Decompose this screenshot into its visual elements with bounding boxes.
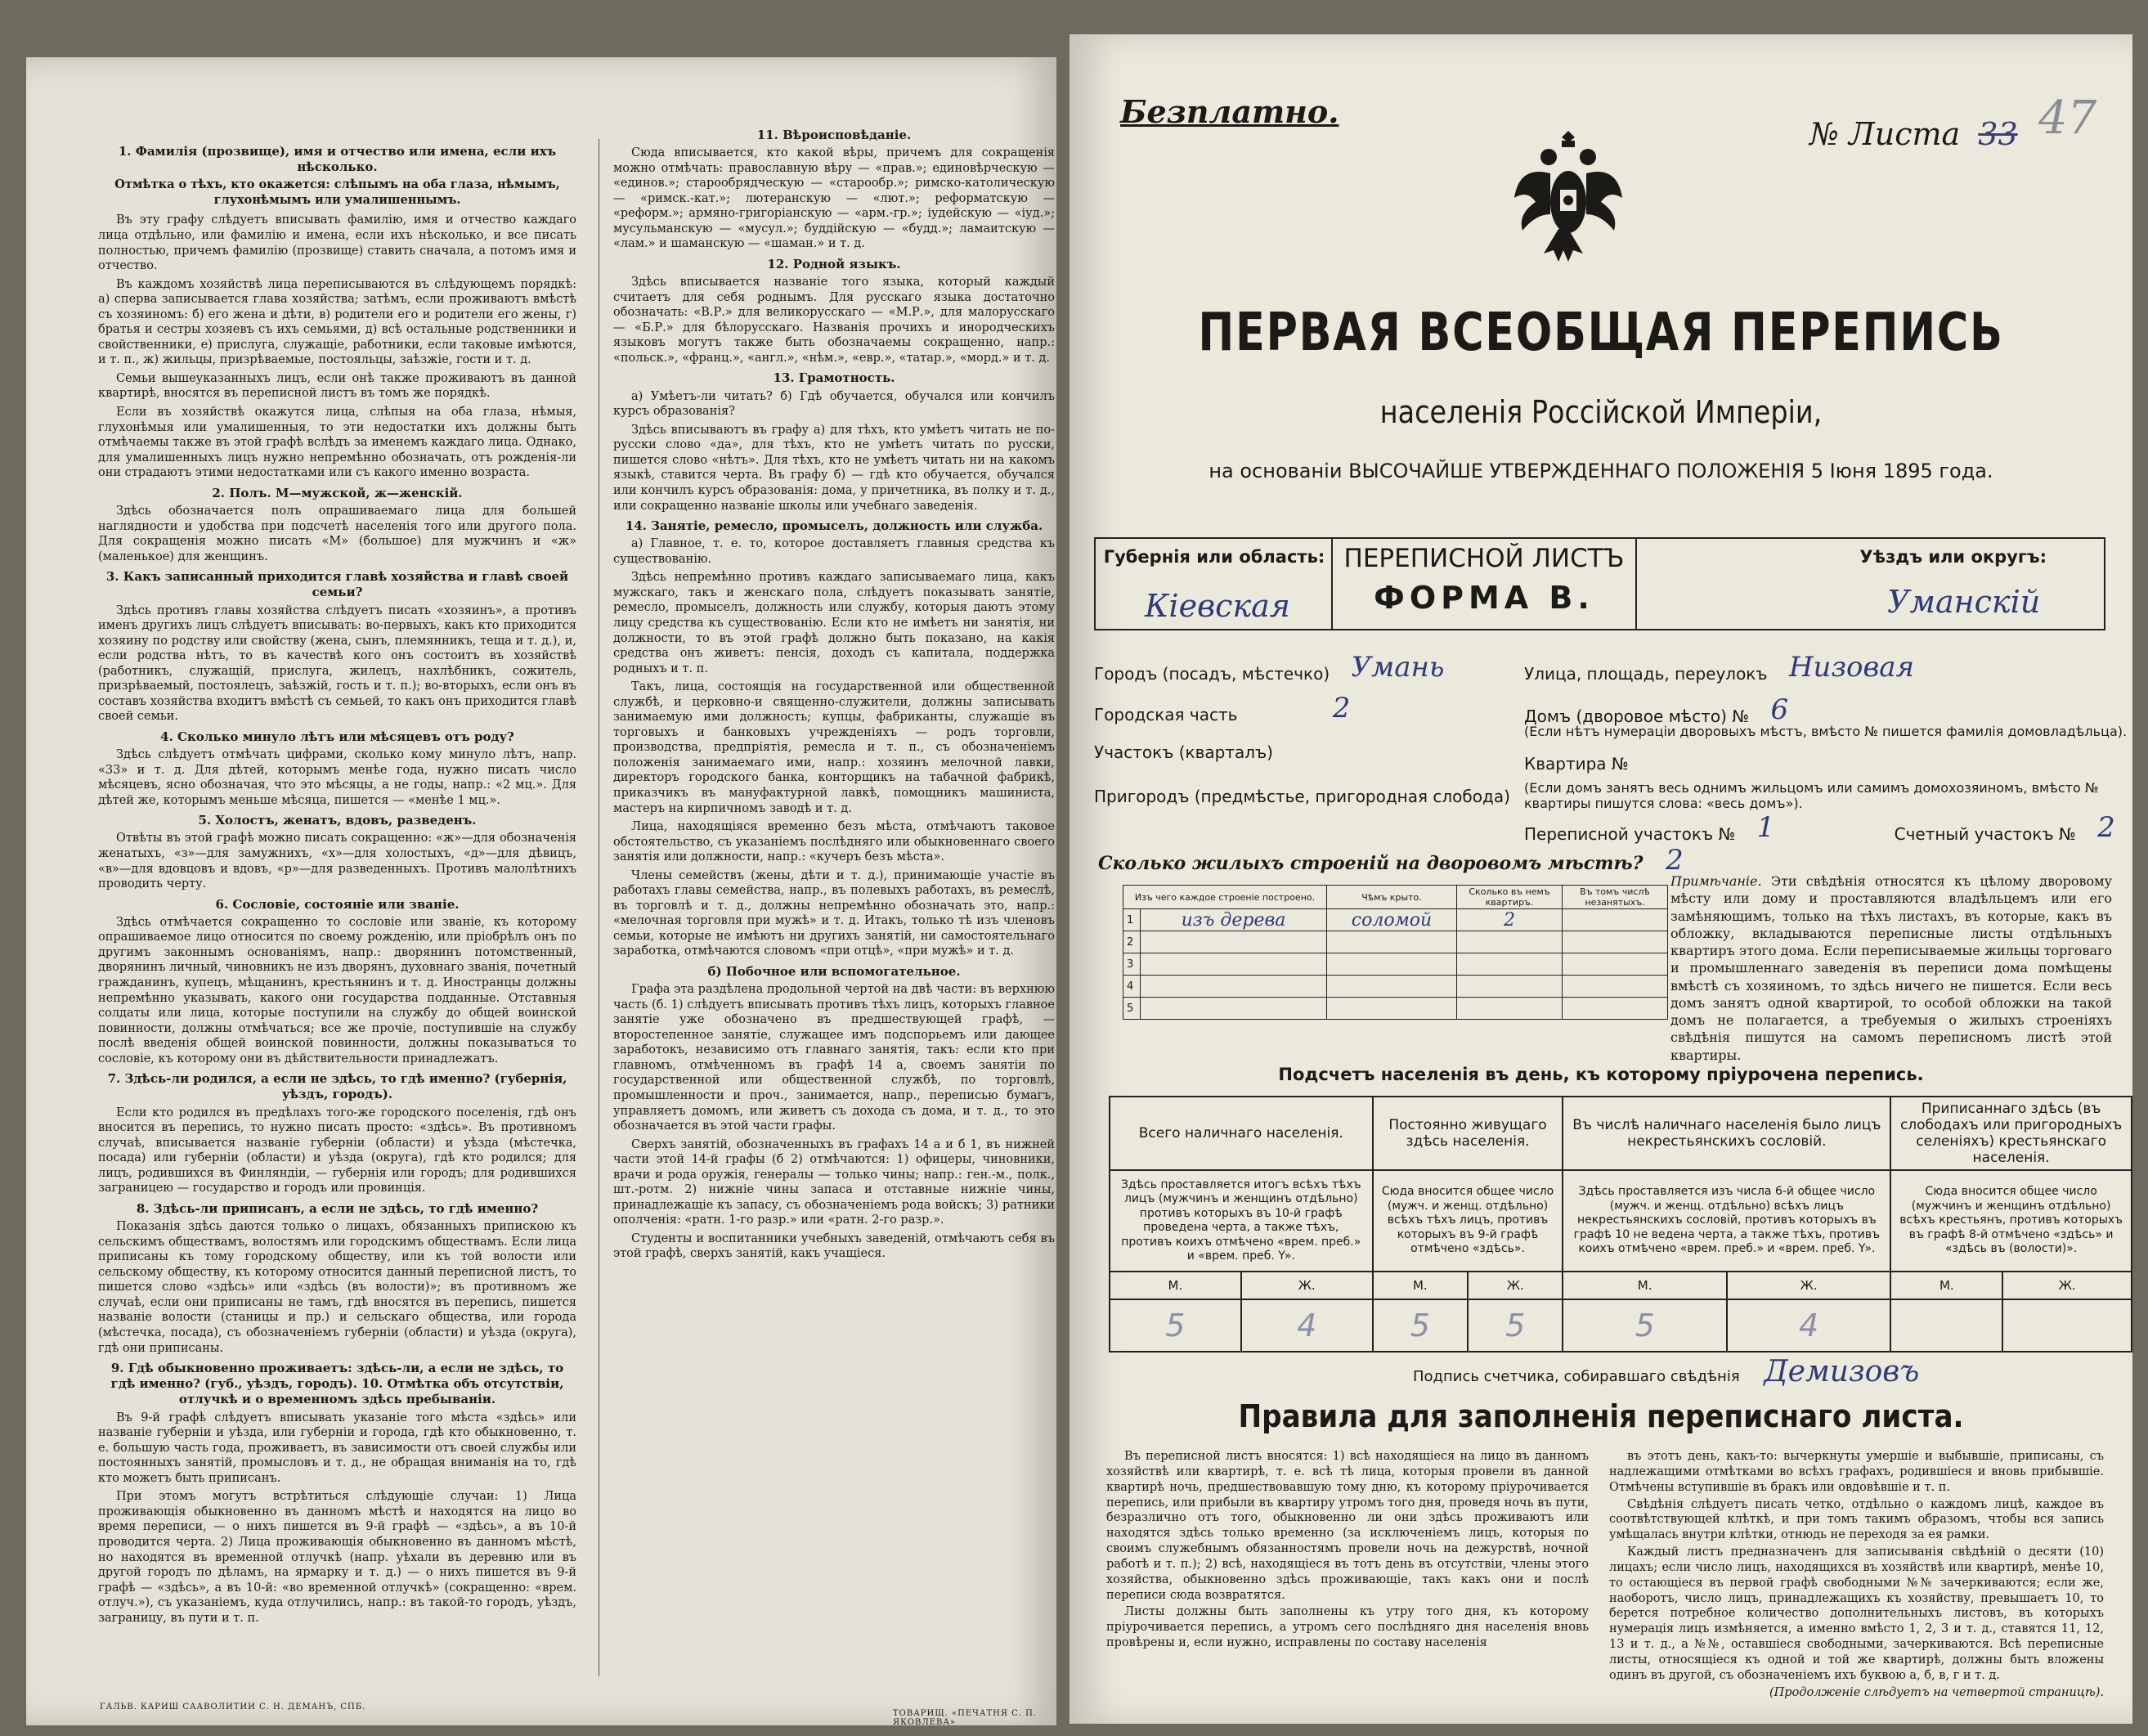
instruction-paragraph: Если кто родился въ предѣлахъ того-же городского поселенія, гдѣ онъ вносится въ перепись, то нужно писать просто: «здѣсь». Въ противномъ случаѣ, вписывается названіе губерніи (области) и уѣзда (мѣстечка, посада) или губерніи (области) и уѣзда (округа), гдѣ кто родился; для лицъ, родившихся въ Финляндіи, — губернія или городъ; для родившихся заграницею — государство и городъ или провинція. bbox=[98, 1106, 576, 1195]
male-column-label: М. bbox=[1373, 1272, 1468, 1299]
sheet-number-value: 33 bbox=[1978, 116, 2018, 152]
building-material bbox=[1141, 998, 1327, 1020]
continued-note: (Продолженіе слѣдуетъ на четвертой страницѣ). bbox=[1769, 1685, 2104, 1699]
instruction-paragraph: Здѣсь противъ главы хозяйства слѣдуетъ писать «хозяинъ», а противъ именъ другихъ лицъ слѣдуетъ вписывать: во-первыхъ, какъ кто приходится хозяину по родству или свойству (жена, сынъ, племянникъ, теща и т. д.), и, если родства нѣтъ, то въ качествѣ кого онъ состоитъ въ хозяйствѣ (работникъ, служащій, прислуга, жилецъ, нахлѣбникъ, сожитель, призрѣваемый, постоялецъ, заѣзжій, гость и т. п.); во-вторыхъ, если онъ въ составъ хозяйства входитъ вмѣстѣ съ семьей, то какъ онъ приходится главѣ своей семьи. bbox=[98, 603, 576, 724]
apartment-label: Квартира № bbox=[1524, 754, 1629, 774]
instruction-paragraph: Въ 9-й графѣ слѣдуетъ вписывать указаніе того мѣста «здѣсь» или названіе губерніи и уѣзда, или губерніи и города, гдѣ кто обыкновенно, т. е. большую часть года, проживаетъ, въ зависимости отъ своей службы или постоянныхъ занятій, промысловъ и т. д., не обращая вниманія на то, гдѣ кто можетъ быть приписанъ. bbox=[98, 1411, 576, 1485]
building-vacant bbox=[1563, 909, 1668, 931]
section-heading: 7. Здѣсь-ли родился, а если не здѣсь, то гдѣ именно? (губернія, уѣздъ, городъ). bbox=[107, 1071, 567, 1102]
section-heading: 14. Занятіе, ремесло, промыселъ, должность или служба. bbox=[625, 518, 1043, 534]
street-label: Улица, площадь, переулокъ bbox=[1524, 664, 1768, 684]
buildings-answer: 2 bbox=[1666, 844, 1684, 877]
pencil-mark: 47 bbox=[2038, 92, 2097, 145]
counting-district-value: 2 bbox=[2097, 811, 2115, 844]
buildings-question bbox=[1098, 844, 1684, 877]
female-column-label: Ж. bbox=[1241, 1272, 1373, 1299]
count-desc-total: Здѣсь проставляется итогъ всѣхъ тѣхъ лицъ (мужчинъ и женщинъ отдѣльно) противъ которыхъ въ 10-й графѣ проведена черта, а также тѣхъ, противъ коихъ отмѣчено «врем. преб.» и «врем. преб. Y». bbox=[1110, 1170, 1373, 1272]
instruction-paragraph: Здѣсь непремѣнно противъ каждаго записываемаго лица, какъ мужскаго, такъ и женскаго пола, слѣдуетъ показывать занятіе, ремесло, промыселъ, должность или службу, которыя даютъ этому лицу средства къ существованію. Если кто не имѣетъ ни занятія, ни должности, то въ этой графѣ должно быть показано, на какія средства онъ живетъ: пенсія, доходъ съ капитала, поддержка родныхъ и т. п. bbox=[613, 571, 1055, 675]
building-row bbox=[1123, 931, 1668, 953]
printer-imprint-right: ТОВАРИЩ. «ПЕЧАТНЯ С. П. ЯКОВЛЕВА» bbox=[893, 1709, 1038, 1725]
city-value: Умань bbox=[1351, 651, 1445, 684]
building-vacant bbox=[1563, 953, 1668, 976]
buildings-note-text: Эти свѣдѣнія относятся къ цѣлому дворовому мѣсту или дому и проставляются владѣльцемъ или его замѣняющимъ, только на тѣхъ листахъ, въ которые, какъ въ обложку, вкладываются переписные листы отдѣльныхъ квартиръ этого дома. Если переписываемые жильцы торговаго и промышленнаго заведенія въ переписи дома помѣщены вмѣстѣ съ хозяиномъ, то здѣсь ничего не пишется. Если весь домъ занятъ одной квартирой, то особой обложки на такой домъ не полагается, а требуемыя о жилыхъ строеніяхъ свѣдѣнія пишутся на самомъ переписномъ листѣ этой квартиры. bbox=[1670, 873, 2112, 1063]
instruction-paragraph: Здѣсь вписываютъ въ графу а) для тѣхъ, кто умѣетъ читать не по-русски слово «да», для тѣхъ, кто не умѣетъ читать по русски, пишется слово «нѣтъ». Для тѣхъ, кто не умѣетъ читать ни на какомъ языкѣ, ставится черта. Въ графу б) — гдѣ кто обучается, обучался или кончилъ курсъ образованія: дома, у причетника, въ полку и т. д., или сокращенно названіе школы или учебнаго заведенія. bbox=[613, 423, 1055, 513]
apartment-note: (Если домъ занятъ весь однимъ жильцомъ или самимъ домохозяиномъ, вмѣсто № квартиры пишутся слова: «весь домъ»). bbox=[1524, 780, 2099, 811]
building-apartments bbox=[1457, 976, 1563, 998]
city-part-value: 2 bbox=[1332, 692, 1351, 724]
instructions-column-2 bbox=[613, 123, 1055, 1701]
building-row bbox=[1123, 953, 1668, 976]
rules-paragraph: Каждый листъ предназначенъ для записыванія свѣдѣній о десяти (10) лицахъ; если число лицъ, находящихся въ хозяйствѣ или квартирѣ, менѣе 10, то остающіеся въ первой графѣ свободными №№ зачеркиваются; если же, наоборотъ, число лицъ, принадлежащихъ къ хозяйству, превышаетъ 10, то берется потребное количество дополнительныхъ листовъ, въ которыхъ нумерація лицъ измѣняется, а именно вмѣсто 1, 2, 3 и т. д., ставятся 11, 12, 13 и т. д., а №№, оставшіеся свободными, зачеркиваются. Всѣ переписные листы, относящіеся къ одной и той же квартирѣ, должны быть вложены одинъ въ другой, съ обозначеніемъ ихъ буквою а, б, в, г и т. д. bbox=[1609, 1545, 2104, 1682]
instruction-paragraph: а) Умѣетъ-ли читать? б) Гдѣ обучается, обучался или кончилъ курсъ образованія? bbox=[613, 389, 1055, 419]
male-column-label: М. bbox=[1563, 1272, 1726, 1299]
count-desc-permanent: Сюда вносится общее число (мужч. и женщ. отдѣльно) всѣхъ тѣхъ лицъ, противъ которыхъ въ 9-й графѣ отмѣчено «здѣсь». bbox=[1373, 1170, 1563, 1272]
population-count-table bbox=[1109, 1096, 2132, 1352]
buildings-col-roof: Чѣмъ крыто. bbox=[1327, 886, 1457, 909]
instruction-paragraph: Семьи вышеуказанныхъ лицъ, если онѣ также проживаютъ въ данной квартирѣ, вносятся въ переписной листъ въ томъ же порядкѣ. bbox=[98, 371, 576, 401]
building-row-number: 3 bbox=[1123, 953, 1141, 976]
instruction-paragraph: Здѣсь слѣдуетъ отмѣчать цифрами, сколько кому минуло лѣтъ, напр. «33» и т. д. Для дѣтей, которымъ менѣе года, нужно писать число мѣсяцевъ, ясно обозначая, что это мѣсяцы, а не годы, напр.: «2 мц.». Для дѣтей же, которымъ меньше мѣсяца, пишется — «менѣе 1 мц.». bbox=[98, 748, 576, 807]
right-page-census-form bbox=[1070, 34, 2132, 1724]
section-heading: 1. Фамилія (прозвище), имя и отчество или имена, если ихъ нѣсколько. bbox=[118, 144, 557, 175]
city-label: Городъ (посадъ, мѣстечко) bbox=[1094, 664, 1330, 684]
building-row-number: 5 bbox=[1123, 998, 1141, 1020]
district-label: Участокъ (кварталъ) bbox=[1094, 742, 1273, 762]
building-material bbox=[1141, 953, 1327, 976]
census-subtitle: населенія Россійской Имперіи, bbox=[1379, 394, 1823, 430]
buildings-note bbox=[1670, 872, 2112, 1064]
female-column-label: Ж. bbox=[1468, 1272, 1563, 1299]
building-row bbox=[1123, 998, 1668, 1020]
street-value: Низовая bbox=[1788, 651, 1915, 684]
building-apartments: 2 bbox=[1457, 909, 1563, 931]
census-legal-basis: на основаніи ВЫСОЧАЙШЕ УТВЕРЖДЕННАГО ПОЛОЖЕНІЯ 5 Іюня 1895 года. bbox=[1209, 460, 1993, 482]
house-value: 6 bbox=[1770, 693, 1789, 726]
building-row-number: 2 bbox=[1123, 931, 1141, 953]
building-roof: соломой bbox=[1327, 909, 1457, 931]
rules-paragraph: Въ переписной листъ вносятся: 1) всѣ находящіеся на лицо въ данномъ хозяйствѣ или квартирѣ, т. е. всѣ тѣ лица, которыя провели въ данной квартирѣ ночь, предшествовавшую тому дню, къ которому пріурочивается перепись, или прибыли въ квартиру утромъ того дня, проведя ночь въ пути, безразлично отъ того, обыкновенно ли они здѣсь проживаютъ или находятся здѣсь только временно (за исключеніемъ лицъ, которыя по своимъ служебнымъ обязанностямъ провели ночь на дежурствѣ, ночной работѣ и т. п.); 2) всѣ, находящіеся въ тотъ день въ отсутствіи, члены этого хозяйства, обыкновенно здѣсь проживающіе, такъ какъ они и послѣ переписи сюда возвратятся. bbox=[1106, 1450, 1589, 1602]
suburb-label: Пригородъ (предмѣстье, пригородная слобода) bbox=[1094, 787, 1510, 806]
section-heading: 3. Какъ записанный приходится главѣ хозяйства и главѣ своей семьи? bbox=[105, 569, 569, 600]
building-apartments bbox=[1457, 931, 1563, 953]
count-head-non-peasant: Въ числѣ наличнаго населенія было лицъ некрестьянскихъ сословій. bbox=[1563, 1097, 1890, 1170]
count-value: 4 bbox=[1241, 1299, 1373, 1352]
count-desc-peasant: Сюда вносится общее число (мужчинъ и женщинъ отдѣльно) всѣхъ крестьянъ, противъ которыхъ въ графѣ 8-й отмѣчено «здѣсь» и «здѣсь въ (волости)». bbox=[1890, 1170, 2132, 1272]
building-vacant bbox=[1563, 976, 1668, 998]
section-heading: 8. Здѣсь-ли приписанъ, а если не здѣсь, то гдѣ именно? bbox=[136, 1200, 539, 1216]
building-row bbox=[1123, 976, 1668, 998]
count-value: 5 bbox=[1373, 1299, 1468, 1352]
female-column-label: Ж. bbox=[1727, 1272, 1890, 1299]
instruction-paragraph: Показанія здѣсь даются только о лицахъ, обязанныхъ припискою къ сельскимъ обществамъ, волостямъ или городскимъ обществамъ. Если лица приписаны къ тому городскому обществу, или къ той волости или сельскому обществу, къ которому относится данный переписной листъ, то пишется слово «здѣсь» или «здѣсь (въ волости)»; въ противномъ же случаѣ, если они приписаны не тамъ, гдѣ вносятся въ перепись, пишется названіе волости (станицы и пр.) и сельскаго общества, или города (мѣстечка, посада), съ обозначеніемъ губерніи (области) и уѣзда (округа), гдѣ они приписаны. bbox=[98, 1220, 576, 1355]
section-heading: 13. Грамотность. bbox=[773, 370, 895, 386]
instruction-paragraph: Здѣсь вписывается названіе того языка, который каждый считаетъ для себя роднымъ. Для русскаго языка достаточно обозначать: «В.Р.» для великорусскаго — «М.Р.», для малорусскаго — «Б.Р.» для бѣлорусскаго. Названія прочихъ и инородческихъ языковъ могутъ также быть обозначаемы сокращенно, напр.: «польск.», «франц.», «англ.», «нѣм.», «евр.», «татар.», «морд.» и т. д. bbox=[613, 276, 1055, 365]
rules-column-1 bbox=[1106, 1449, 1589, 1711]
house-label: Домъ (дворовое мѣсто) № bbox=[1524, 707, 1750, 726]
section-heading: 4. Сколько минуло лѣтъ или мѣсяцевъ отъ роду? bbox=[160, 729, 514, 744]
sheet-number-label: № Листа bbox=[1809, 116, 1961, 152]
buildings-col-vacant: Въ томъ числѣ незанятыхъ. bbox=[1563, 886, 1668, 909]
census-district-label: Переписной участокъ № bbox=[1524, 824, 1736, 844]
building-apartments bbox=[1457, 998, 1563, 1020]
census-district-field bbox=[1524, 811, 2115, 847]
form-title-box bbox=[1331, 537, 1637, 630]
county-label: Уѣздъ или округъ: bbox=[1859, 547, 2047, 567]
building-material bbox=[1141, 976, 1327, 998]
building-roof bbox=[1327, 998, 1457, 1020]
instructions-column-1 bbox=[98, 139, 576, 1693]
building-vacant bbox=[1563, 931, 1668, 953]
left-page-instructions bbox=[26, 57, 1056, 1725]
male-column-label: М. bbox=[1890, 1272, 2002, 1299]
instruction-paragraph: Сюда вписывается, кто какой вѣры, причемъ для сокращенія можно отмѣчать: православную вѣру — «прав.»; единовѣрческую — «единов.»; старообрядческую — «старообр.»; римско-католическую — «римск.-кат.»; лютеранскую — «лют.»; реформатскую — «реформ.»; армяно-григоріанскую — «арм.-гр.»; іудейскую — «іуд.»; мусульманскую — «мусул.»; буддійскую — «будд.»; ламаитскую — «лам.» и шаманскую — «шаман.» и т. д. bbox=[613, 146, 1055, 251]
census-district-value: 1 bbox=[1756, 811, 1775, 844]
instruction-paragraph: а) Главное, т. е. то, которое доставляетъ главныя средства къ существованію. bbox=[613, 537, 1055, 566]
section-heading: 12. Родной языкъ. bbox=[767, 257, 901, 272]
section-heading: 11. Вѣроисповѣданіе. bbox=[756, 128, 912, 142]
free-label: Безплатно. bbox=[1120, 93, 1339, 130]
instruction-paragraph: Если въ хозяйствѣ окажутся лица, слѣпыя на оба глаза, нѣмыя, глухонѣмыя или умалишенныя, то эти недостатки ихъ должны быть отмѣчаемы также въ этой графѣ вслѣдъ за именемъ каждаго лица. Однако, для умалишенныхъ лицъ нужно непремѣнно обозначать, отъ рожденія-ли они страдаютъ этими недостатками или съ какого именно возраста. bbox=[98, 406, 576, 480]
count-head-total: Всего наличнаго населенія. bbox=[1110, 1097, 1373, 1170]
count-value bbox=[1890, 1299, 2002, 1352]
city-part-label: Городская часть bbox=[1094, 705, 1238, 724]
census-book-spread bbox=[8, 25, 2140, 1728]
printer-imprint-left: ГАЛЬВ. КАРИШ СААВОЛИТИИ С. Н. ДЕМАНЪ, СПБ. bbox=[100, 1702, 366, 1711]
suburb-field bbox=[1094, 787, 1510, 806]
form-letter: ФОРМА В. bbox=[1374, 580, 1594, 616]
instruction-paragraph: Лица, находящіяся временно безъ мѣста, отмѣчаютъ таковое обстоятельство, съ указаніемъ послѣдняго или обыкновеннаго своего занятія или должности, напр.: «кучеръ безъ мѣста». bbox=[613, 820, 1055, 864]
count-desc-non-peasant: Здѣсь проставляется изъ числа 6-й общее число (мужч. и женщ. отдѣльно) всѣхъ лицъ некрестьянскихъ сословій, противъ которыхъ въ графѣ 10 не ведена черта, а также тѣхъ, противъ коихъ отмѣчено «врем. преб.» и «врем. преб. Y». bbox=[1563, 1170, 1890, 1272]
building-material: изъ дерева bbox=[1141, 909, 1327, 931]
building-vacant bbox=[1563, 998, 1668, 1020]
province-value: Кіевская bbox=[1145, 588, 1290, 624]
buildings-note-head: Примѣчаніе. bbox=[1670, 873, 1762, 889]
section-note: Отмѣтка о тѣхъ, кто окажется: слѣпымъ на оба глаза, нѣмымъ, глухонѣмымъ или умалишеннымъ. bbox=[114, 177, 560, 207]
rules-column-2 bbox=[1609, 1449, 2104, 1711]
county-value: Уманскій bbox=[1887, 584, 2041, 620]
section-heading: 9. Гдѣ обыкновенно проживаетъ: здѣсь-ли, а если не здѣсь, то гдѣ именно? (губ., уѣздъ, городъ). 10. Отмѣтка объ отсутствіи, отлучкѣ и о временномъ здѣсь пребываніи. bbox=[110, 1361, 564, 1407]
enumerator-signature bbox=[1413, 1355, 1919, 1388]
rules-paragraph: въ этотъ день, какъ-то: вычеркнуты умершіе и выбывшіе, приписаны, съ надлежащими отмѣтками во всѣхъ графахъ, родившіеся и вновь прибывшіе. Отмѣчены вступившіе въ бракъ или овдовѣвшіе и т. п. bbox=[1609, 1450, 2104, 1494]
rules-title: Правила для заполненія переписнаго листа. bbox=[1238, 1398, 1964, 1434]
sheet-number bbox=[1809, 116, 2018, 152]
female-column-label: Ж. bbox=[2002, 1272, 2132, 1299]
province-label: Губернія или область: bbox=[1103, 547, 1325, 567]
instruction-paragraph: Сверхъ занятій, обозначенныхъ въ графахъ 14 а и б 1, въ нижней части этой 14-й графы (б 2) отмѣчаются: 1) офицеры, чиновники, врачи и рода оружія, генералы — только чины; напр.: ген.-м., полк., шт.-ротм. 2) нижніе чины запаса и отставные нижніе чины, принадлежащіе къ запасу, съ обозначеніемъ рода войскъ; 3) ратники ополченія: «ратн. 1-го разр.» или «ратн. 2-го разр.». bbox=[613, 1137, 1055, 1227]
instruction-paragraph: Въ эту графу слѣдуетъ вписывать фамилію, имя и отчество каждаго лица отдѣльно, или фамилію и имена, если ихъ нѣсколько, и все писать полностью, причемъ фамилію (прозвище) ставить сначала, а потомъ имя и отчество. bbox=[98, 213, 576, 273]
instruction-paragraph: Отвѣты въ этой графѣ можно писать сокращенно: «ж»—для обозначенія женатыхъ, «з»—для замужнихъ, «х»—для холостыхъ, «д»—для дѣвицъ, «в»—для вдовцовъ и вдовъ, «р»—для разведенныхъ. Противъ малолѣтнихъ проводить черту. bbox=[98, 832, 576, 891]
double-headed-eagle-emblem-icon bbox=[1511, 124, 1626, 263]
section-heading: 2. Полъ. М—мужской, ж—женскій. bbox=[212, 485, 463, 500]
count-value: 5 bbox=[1563, 1299, 1726, 1352]
instruction-paragraph: Здѣсь отмѣчается сокращенно то сословіе или званіе, къ которому опрашиваемое лицо относится по своему рожденію, или пріобрѣлъ онъ по другимъ законнымъ основаніямъ, напр.: дворянинъ потомственный, дворянинъ личный, чиновникъ не изъ дворянъ, духовнаго званія, почетный гражданинъ, купецъ, мѣщанинъ, крестьянинъ и т. д. Иностранцы должны непремѣнно указывать, какого они государства подданные. Отставныя солдаты или лица, которые поступили на службу до общей воинской повинности, должны отмѣчаться; все же прочіе, поступившіе на службу послѣ введенія общей воинской повинности, должны показываться то сословіе, къ которому они въ дѣйствительности принадлежатъ. bbox=[98, 915, 576, 1065]
buildings-table bbox=[1123, 885, 1668, 1020]
rules-paragraph: Листы должны быть заполнены къ утру того дня, къ которому пріурочивается перепись, а утромъ сего послѣдняго дня населенія вновь провѣрены и, если нужно, исправлены по составу населенія bbox=[1106, 1605, 1589, 1650]
instruction-paragraph: При этомъ могутъ встрѣтиться слѣдующіе случаи: 1) Лица проживающія обыкновенно въ данномъ мѣстѣ и находятся на лицо во время переписи, — о нихъ пишется въ 9-й графѣ — «здѣсь», а въ 10-й проводится черта. 2) Лица проживающія обыкновенно въ данномъ мѣстѣ, но находятся въ временной отлучкѣ (напр. уѣхали въ деревню или въ другой городъ по дѣламъ, на ярмарку и т. д.) — о нихъ пишется въ 9-й графѣ — «здѣсь», а въ 10-й: «во временной отлучкѣ» (сокращенно: «врем. отлуч.»), съ указаніемъ, куда отлучились, напр.: въ такой-то городъ, уѣздъ, заграницу, въ пути и т. п. bbox=[98, 1490, 576, 1625]
population-count-title: Подсчетъ населенія въ день, къ которому пріурочена перепись. bbox=[1278, 1065, 1924, 1084]
count-value: 5 bbox=[1110, 1299, 1241, 1352]
section-heading: 5. Холостъ, женатъ, вдовъ, разведенъ. bbox=[198, 813, 477, 828]
buildings-col-material: Изъ чего каждое строеніе построено. bbox=[1123, 886, 1327, 909]
building-row bbox=[1123, 909, 1668, 931]
instruction-paragraph: Студенты и воспитанники учебныхъ заведеній, отмѣчаютъ себя въ этой графѣ, сверхъ занятій, какъ учащіеся. bbox=[613, 1231, 1055, 1261]
count-head-peasant: Приписаннаго здѣсь (въ слободахъ или пригородныхъ селеніяхъ) крестьянскаго населенія. bbox=[1890, 1097, 2132, 1170]
male-column-label: М. bbox=[1110, 1272, 1241, 1299]
county-box bbox=[1634, 537, 2105, 630]
form-title: ПЕРЕПИСНОЙ ЛИСТЪ bbox=[1343, 544, 1625, 573]
city-part-field bbox=[1094, 692, 1351, 728]
house-note: (Если нѣтъ нумераціи дворовыхъ мѣстъ, вмѣсто № пишется фамилія домовладѣльца). bbox=[1524, 724, 2128, 739]
building-roof bbox=[1327, 976, 1457, 998]
instruction-paragraph: Члены семействъ (жены, дѣти и т. д.), принимающіе участіе въ работахъ главы семейства, напр., въ полевыхъ работахъ, въ ремеслѣ, въ торговлѣ и т. д., должны непремѣнно обозначать это, напр.: «мелочная торговля при мужѣ» и т. д. Итакъ, только тѣ изъ членовъ семьи, которые не имѣютъ ни другихъ занятій, ни самостоятельнаго заработка, отмѣчаются словомъ «при отцѣ», «при мужѣ» и т. д. bbox=[613, 868, 1055, 958]
count-head-permanent: Постоянно живущаго здѣсь населенія. bbox=[1373, 1097, 1563, 1170]
count-value: 4 bbox=[1727, 1299, 1890, 1352]
district-field bbox=[1094, 742, 1273, 762]
instruction-paragraph: Такъ, лица, состоящія на государственной или общественной службѣ, и церковно-и священно-служители, должны записывать занимаемую ими должность; купцы, фабриканты, служащіе въ торговыхъ и банковыхъ учрежденіяхъ — родъ торговли, производства, предпріятія, ремесла и т. п., съ обозначеніемъ положенія занимаемаго ими, напр.: хозяинъ мелочной лавки, директоръ городского банка, конторщикъ на табачной фабрикѣ, приказчикъ въ мануфактурной лавкѣ, помощникъ машиниста, мастеръ на кирпичномъ заводѣ и т. д. bbox=[613, 680, 1055, 815]
count-value bbox=[2002, 1299, 2132, 1352]
signature-value: Демизовъ bbox=[1764, 1355, 1920, 1388]
building-row-number: 4 bbox=[1123, 976, 1141, 998]
section-heading: 6. Сословіе, состояніе или званіе. bbox=[215, 896, 460, 912]
instruction-paragraph: Здѣсь обозначается полъ опрашиваемаго лица для большей наглядности и удобства при подсчетѣ населенія того или другого пола. Для сокращенія можно писать «М» (большое) для мужчинъ и «ж» (маленькое) для женщинъ. bbox=[98, 504, 576, 563]
buildings-question-text: Сколько жилыхъ строеній на дворовомъ мѣстѣ? bbox=[1098, 853, 1644, 874]
building-material bbox=[1141, 931, 1327, 953]
count-value: 5 bbox=[1468, 1299, 1563, 1352]
rules-paragraph: Свѣдѣнія слѣдуетъ писать четко, отдѣльно о каждомъ лицѣ, каждое въ соотвѣтствующей клѣткѣ, и при томъ такимъ образомъ, чтобы вся запись умѣщалась внутри клѣтки, отнюдь не переходя за ея рамки. bbox=[1609, 1497, 2104, 1542]
counting-district-label: Счетный участокъ № bbox=[1894, 824, 2076, 844]
street-field bbox=[1524, 651, 1915, 687]
building-row-number: 1 bbox=[1123, 909, 1141, 931]
building-roof bbox=[1327, 931, 1457, 953]
instruction-paragraph: Графа эта раздѣлена продольной чертой на двѣ части: въ верхнюю часть (б. 1) слѣдуетъ вписывать противъ тѣхъ лицъ, которыхъ главное занятіе уже обозначено въ предшествующей графѣ, — второстепенное занятіе, служащее имъ подспорьемъ или дающее заработокъ, независимо отъ главнаго занятія, такъ: если кто при главномъ, отмѣченномъ въ графѣ 14 а, своемъ занятіи по государственной или общественной службѣ, по торговлѣ, промышленности и проч., занимается, напр., переписью бумагъ, управляетъ домомъ, или живетъ съ дохода съ дома, и т. д., то это обозначается въ этой части графы. bbox=[613, 983, 1055, 1133]
census-title: ПЕРВАЯ ВСЕОБЩАЯ ПЕРЕПИСЬ bbox=[1198, 303, 2004, 363]
building-apartments bbox=[1457, 953, 1563, 976]
province-box bbox=[1094, 537, 1333, 630]
building-roof bbox=[1327, 953, 1457, 976]
city-field bbox=[1094, 651, 1445, 687]
signature-label: Подпись счетчика, собиравшаго свѣдѣнія bbox=[1413, 1368, 1740, 1385]
section-heading: б) Побочное или вспомогательное. bbox=[707, 964, 961, 979]
buildings-col-apartments: Сколько въ немъ квартиръ. bbox=[1457, 886, 1563, 909]
apartment-field bbox=[1524, 754, 1629, 774]
instruction-paragraph: Въ каждомъ хозяйствѣ лица переписываются въ слѣдующемъ порядкѣ: а) сперва записывается глава хозяйства; затѣмъ, если проживаютъ вмѣстѣ съ хозяиномъ: б) его жена и дѣти, в) родители его и родители его жены, г) братья и сестры хозяевъ съ ихъ семьями, д) всѣ остальные родственники и свойственники, е) прислуга, служащіе, работники, если таковые имѣются, и т. п., ж) жильцы, призрѣваемые, постояльцы, заѣзжіе, гости и т. д. bbox=[98, 277, 576, 367]
